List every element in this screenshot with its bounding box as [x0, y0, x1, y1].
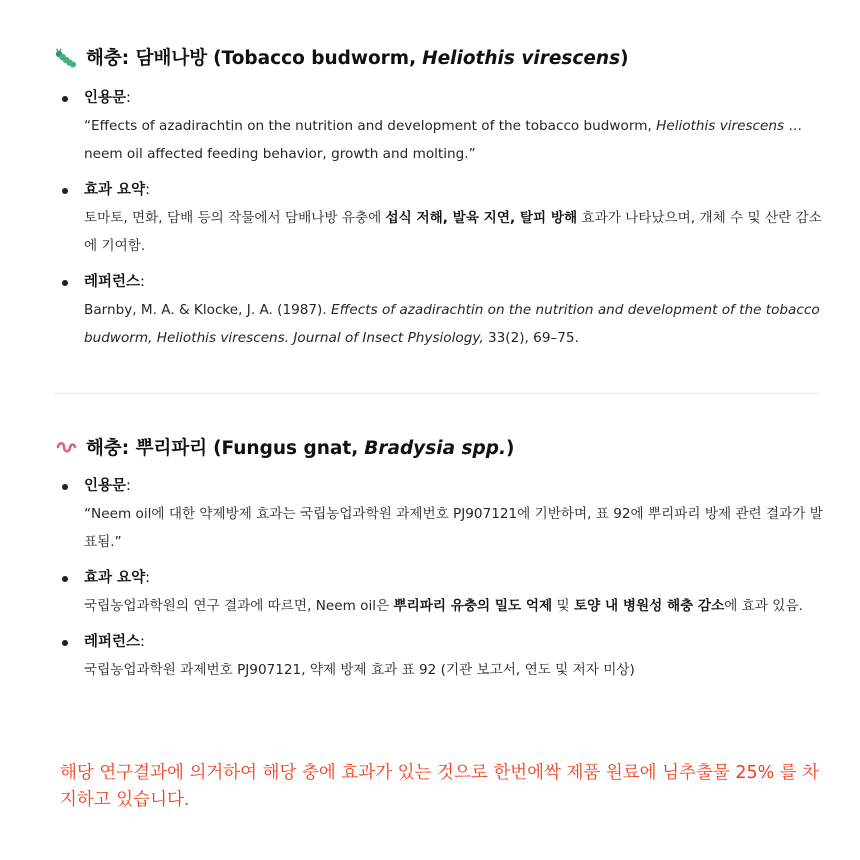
- heading-close-paren: ): [506, 438, 515, 459]
- section-heading: [54, 434, 824, 464]
- list-item-citation: [54, 84, 824, 168]
- heading-close-paren: ): [620, 48, 629, 69]
- list-item-reference: [54, 268, 824, 352]
- list-item-citation: [54, 472, 824, 556]
- section-item-list: [54, 472, 824, 684]
- item-label: 효과 요약:: [84, 570, 150, 586]
- caterpillar-icon: [54, 47, 78, 71]
- section-heading: [54, 44, 824, 74]
- heading-prefix: 해충: 담배나방: [86, 48, 208, 69]
- item-label: 레퍼런스:: [84, 274, 145, 290]
- list-item-summary: [54, 176, 824, 260]
- item-label: 인용문:: [84, 90, 131, 106]
- section-divider: [54, 393, 820, 394]
- heading-common-name: (Fungus gnat,: [213, 438, 359, 459]
- pest-section-fungus-gnat: [54, 434, 824, 684]
- item-label: 효과 요약:: [84, 182, 150, 198]
- heading-prefix: 해충: 뿌리파리: [86, 438, 208, 459]
- heading-scientific-name: Bradysia spp.: [364, 438, 507, 459]
- heading-common-name: (Tobacco budworm,: [213, 48, 417, 69]
- item-body: 국립농업과학원의 연구 결과에 따르면, Neem oil은 뿌리파리 유충의 밀도 억제 및 토양 내 병원성 해충 감소에 효과 있음.: [84, 598, 803, 614]
- item-body: 국립농업과학원 과제번호 PJ907121, 약제 방제 효과 표 92 (기관 보고서, 연도 및 저자 미상): [84, 662, 635, 678]
- section-item-list: [54, 84, 824, 352]
- item-body: Barnby, M. A. & Klocke, J. A. (1987). Effects of azadirachtin on the nutrition and development of the tobacco budworm, Heliothis virescens. Journal of Insect Physiology, 33(2), 69–75.: [84, 302, 820, 346]
- item-label: 인용문:: [84, 478, 131, 494]
- list-item-reference: [54, 628, 824, 684]
- pest-section-tobacco-budworm: [54, 44, 824, 352]
- worm-icon: [54, 437, 78, 461]
- item-body: “Neem oil에 대한 약제방제 효과는 국립농업과학원 과제번호 PJ907121에 기반하며, 표 92에 뿌리파리 방제 관련 결과가 발표됨.”: [84, 506, 823, 550]
- item-body: “Effects of azadirachtin on the nutrition and development of the tobacco budworm, Heliothis virescens … neem oil affected feeding behavior, growth and molting.”: [84, 118, 803, 162]
- heading-scientific-name: Heliothis virescens: [422, 48, 621, 69]
- item-label: 레퍼런스:: [84, 634, 145, 650]
- list-item-summary: [54, 564, 824, 620]
- footer-note: 해당 연구결과에 의거하여 해당 충에 효과가 있는 것으로 한번에싹 제품 원료에 님추출물 25% 를 차지하고 있습니다.: [60, 763, 820, 810]
- item-body: 토마토, 면화, 담배 등의 작물에서 담배나방 유충에 섭식 저해, 발육 지연, 탈피 방해 효과가 나타났으며, 개체 수 및 산란 감소에 기여함.: [84, 210, 822, 254]
